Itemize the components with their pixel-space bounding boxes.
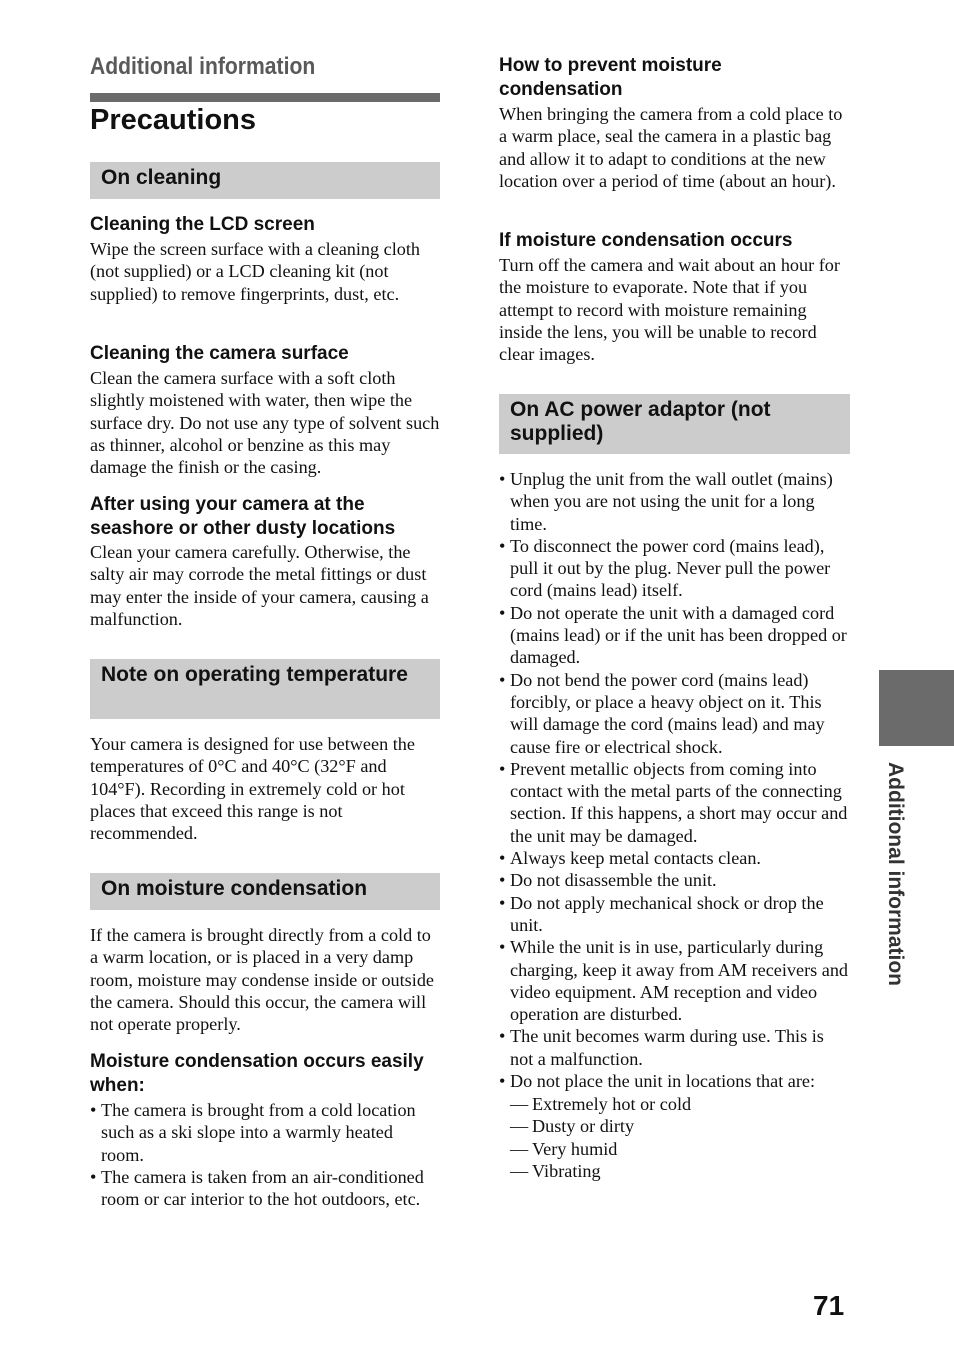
- side-tab-label: Additional information: [884, 762, 907, 986]
- heading-temperature: Note on operating temperature: [90, 659, 440, 719]
- page-number: 71: [813, 1290, 845, 1321]
- heading-ac-adaptor: On AC power adaptor (not supplied): [499, 394, 850, 454]
- location-item: — Dusty or dirty: [510, 1115, 850, 1137]
- list-item: • Do not disassemble the unit.: [499, 869, 850, 891]
- location-item: — Extremely hot or cold: [510, 1093, 850, 1115]
- list-item: • Do not apply mechanical shock or drop the unit.: [499, 892, 850, 937]
- list-item: • Do not place the unit in locations that are:: [499, 1070, 850, 1092]
- list-item: • The unit becomes warm during use. This is not a malfunction.: [499, 1025, 850, 1070]
- paragraph-prevent: When bringing the camera from a cold place to a warm place, seal the camera in a plastic bag and allow it to adapt to conditions at the new location over a period of time (about an hour).: [499, 104, 843, 191]
- paragraph-lcd: Wipe the screen surface with a cleaning cloth (not supplied) or a LCD cleaning kit (not supplied) to remove fingerprints, dust, etc.: [90, 239, 421, 304]
- list-item: • The camera is taken from an air-conditioned room or car interior to the hot outdoors, etc.: [90, 1166, 440, 1211]
- list-item: • The camera is brought from a cold location such as a ski slope into a warmly heated room.: [90, 1099, 440, 1166]
- subheading-lcd: Cleaning the LCD screen: [90, 214, 315, 235]
- paragraph-if-moisture: Turn off the camera and wait about an hour for the moisture to evaporate. Note that if you attempt to record with moisture remaining inside the lens, you will be unable to record clear images.: [499, 255, 840, 365]
- list-item: • To disconnect the power cord (mains lead), pull it out by the plug. Never pull the power cord (mains lead) itself.: [499, 535, 850, 602]
- subheading-surface: Cleaning the camera surface: [90, 343, 349, 364]
- subheading-seashore: After using your camera at the seashore or other dusty locations: [90, 494, 396, 539]
- location-item: — Very humid: [510, 1138, 850, 1160]
- subheading-if-moisture: If moisture condensation occurs: [499, 230, 793, 251]
- subheading-occurs: Moisture condensation occurs easily when:: [90, 1051, 424, 1096]
- list-item: • Always keep metal contacts clean.: [499, 847, 850, 869]
- paragraph-surface: Clean the camera surface with a soft cloth slightly moistened with water, then wipe the surface dry. Do not use any type of solvent such as thinner, alcohol or benzine as this may damage the finish or the casing.: [90, 368, 440, 478]
- subheading-prevent: How to prevent moisture condensation: [499, 55, 722, 100]
- section-label: Additional information: [90, 53, 316, 80]
- location-item: — Vibrating: [510, 1160, 850, 1182]
- list-item: • While the unit is in use, particularly during charging, keep it away from AM receivers and video equipment. AM reception and video operation are disturbed.: [499, 936, 850, 1025]
- heading-on-cleaning: On cleaning: [90, 162, 440, 199]
- list-item: • Prevent metallic objects from coming into contact with the metal parts of the connecting section. If this happens, a short may occur and the unit may be damaged.: [499, 758, 850, 847]
- heading-moisture: On moisture condensation: [90, 873, 440, 910]
- paragraph-seashore: Clean your camera carefully. Otherwise, the salty air may corrode the metal fittings or dust may enter the inside of your camera, causing a malfunction.: [90, 542, 429, 629]
- ac-list: [499, 468, 850, 1092]
- page-title: Precautions: [90, 104, 256, 136]
- side-tab-block: [879, 670, 954, 746]
- list-item: • Unplug the unit from the wall outlet (mains) when you are not using the unit for a long time.: [499, 468, 850, 535]
- paragraph-moisture: If the camera is brought directly from a cold to a warm location, or is placed in a very damp room, moisture may condense inside or outside the camera. Should this occur, the camera will not operate properly.: [90, 925, 434, 1035]
- location-list: [510, 1093, 850, 1182]
- list-item: • Do not operate the unit with a damaged cord (mains lead) or if the unit has been dropped or damaged.: [499, 602, 850, 669]
- title-rule: [90, 93, 440, 102]
- occurs-list: [90, 1099, 440, 1210]
- list-item: • Do not bend the power cord (mains lead) forcibly, or place a heavy object on it. This will damage the cord (mains lead) and may cause fire or electrical shock.: [499, 669, 850, 758]
- paragraph-temperature: Your camera is designed for use between the temperatures of 0°C and 40°C (32°F and 104°F). Recording in extremely cold or hot places that exceed this range is not recommended.: [90, 734, 415, 844]
